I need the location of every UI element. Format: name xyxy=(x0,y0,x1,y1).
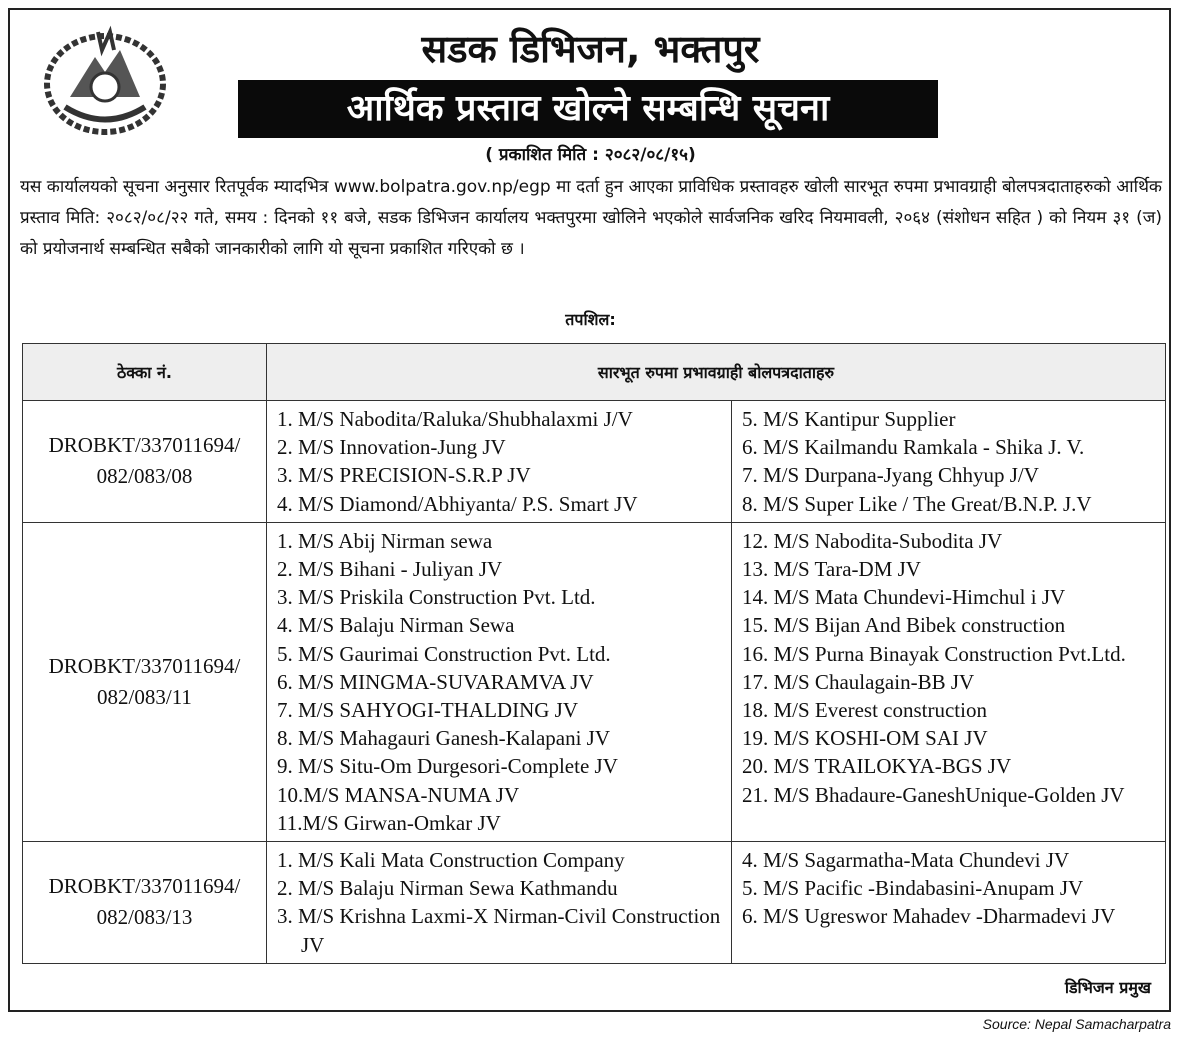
bidder-item: 10.M/S MANSA-NUMA JV xyxy=(277,782,520,807)
table-row xyxy=(23,842,1166,964)
notice-title: आर्थिक प्रस्ताव खोल्ने सम्बन्धि सूचना xyxy=(238,80,938,138)
bidder-item: 8. M/S Mahagauri Ganesh-Kalapani JV xyxy=(277,726,611,751)
bidder-item: 2. M/S Innovation-Jung JV xyxy=(277,435,506,460)
bidder-item: 3. M/S PRECISION-S.R.P JV xyxy=(277,463,531,488)
table-row xyxy=(23,401,1166,523)
bidder-item: 2. M/S Bihani - Juliyan JV xyxy=(277,557,503,582)
bidder-item: 6. M/S Ugreswor Mahadev -Dharmadevi JV xyxy=(742,904,1116,929)
header-bidders: सारभूत रुपमा प्रभावग्राही बोलपत्रदाताहरु xyxy=(267,344,1166,401)
bidder-item: 11.M/S Girwan-Omkar JV xyxy=(277,810,501,835)
bidder-item: 5. M/S Kantipur Supplier xyxy=(742,407,956,431)
bidder-item: 21. M/S Bhadaure-GaneshUnique-Golden JV xyxy=(742,782,1125,807)
bidder-item: 2. M/S Balaju Nirman Sewa Kathmandu xyxy=(277,876,618,901)
bidder-item: 3. M/S Krishna Laxmi-X Nirman-Civil Construction JV xyxy=(277,904,721,957)
contract-number-line: DROBKT/337011694/ xyxy=(48,433,241,458)
bidder-item: 5. M/S Gaurimai Construction Pvt. Ltd. xyxy=(277,641,611,666)
bidder-item: 4. M/S Balaju Nirman Sewa xyxy=(277,613,515,638)
bidder-item: 8. M/S Super Like / The Great/B.N.P. J.V xyxy=(742,491,1092,516)
bidder-item: 6. M/S MINGMA-SUVARAMVA JV xyxy=(277,669,594,694)
table-header-row xyxy=(23,344,1166,401)
bidder-item: 17. M/S Chaulagain-BB JV xyxy=(742,669,975,694)
bidder-item: 20. M/S TRAILOKYA-BGS JV xyxy=(742,754,1012,779)
notice-paragraph: यस कार्यालयको सूचना अनुसार रितपूर्वक म्यादभित्र www.bolpatra.gov.np/egp मा दर्ता हुन आएका प्राविधिक प्रस्तावहरु खोली सारभूत रुपमा प्रभावग्राही बोलपत्रदाताहरुको आर्थिक प्रस्ताव मिति: २०८२/०८/२२ गते, समय : दिनको ११ बजे, सडक डिभिजन कार्यालय भक्तपुरमा खोलिने भएकोले सार्वजनिक खरिद नियमावली, २०६४ (संशोधन सहित ) को नियम ३१ (ज) को प्रयोजनार्थ सम्बन्धित सबैको जानकारीको लागि यो सूचना प्रकाशित गरिएको छ । xyxy=(20,177,1162,259)
bidder-item: 1. M/S Kali Mata Construction Company xyxy=(277,848,625,873)
header-contract-no: ठेक्का नं. xyxy=(23,344,267,401)
bidders-table xyxy=(22,343,1166,964)
bidder-item: 9. M/S Situ-Om Durgesori-Complete JV xyxy=(277,754,618,779)
bidder-item: 1. M/S Nabodita/Raluka/Shubhalaxmi J/V xyxy=(277,407,633,431)
contract-number-line: 082/083/08 xyxy=(96,464,193,489)
bidder-item: 19. M/S KOSHI-OM SAI JV xyxy=(742,726,988,751)
bidder-list-left xyxy=(267,401,732,523)
bidder-item: 15. M/S Bijan And Bibek construction xyxy=(742,613,1066,638)
bidder-list-left xyxy=(267,842,732,964)
bidder-item: 4. M/S Sagarmatha-Mata Chundevi JV xyxy=(742,848,1070,873)
bidder-list-right xyxy=(732,522,1166,841)
bidder-item: 7. M/S SAHYOGI-THALDING JV xyxy=(277,698,578,723)
bidder-item: 18. M/S Everest construction xyxy=(742,698,987,723)
bidder-item: 12. M/S Nabodita-Subodita JV xyxy=(742,528,1003,553)
bidder-list-left xyxy=(267,522,732,841)
bidder-item: 4. M/S Diamond/Abhiyanta/ P.S. Smart JV xyxy=(277,491,638,516)
bidder-item: 1. M/S Abij Nirman sewa xyxy=(277,528,493,553)
contract-number-line: DROBKT/337011694/ xyxy=(48,874,241,899)
details-heading: तपशिल: xyxy=(565,310,616,329)
source-credit: Source: Nepal Samacharpatra xyxy=(982,1016,1171,1032)
bidder-item: 13. M/S Tara-DM JV xyxy=(742,557,921,582)
contract-number-line: 082/083/13 xyxy=(96,905,193,930)
contract-number-line: 082/083/11 xyxy=(97,684,192,709)
signatory: डिभिजन प्रमुख xyxy=(1064,978,1151,997)
bidder-item: 16. M/S Purna Binayak Construction Pvt.Ltd. xyxy=(742,641,1126,666)
bidder-item: 14. M/S Mata Chundevi-Himchul i JV xyxy=(742,585,1066,610)
contract-number xyxy=(23,522,267,841)
bidder-item: 3. M/S Priskila Construction Pvt. Ltd. xyxy=(277,585,596,610)
published-date: ( प्रकाशित मिति : २०८२/०८/१५) xyxy=(485,145,696,165)
bidder-list-right xyxy=(732,401,1166,523)
bidder-list-right xyxy=(732,842,1166,964)
contract-number xyxy=(23,401,267,523)
organization-name: सडक डिभिजन, भक्तपुर xyxy=(421,27,760,71)
bidder-item: 6. M/S Kailmandu Ramkala - Shika J. V. xyxy=(742,435,1085,460)
contract-number-line: DROBKT/337011694/ xyxy=(48,653,241,678)
bidder-item: 5. M/S Pacific -Bindabasini-Anupam JV xyxy=(742,876,1084,901)
bidder-item: 7. M/S Durpana-Jyang Chhyup J/V xyxy=(742,463,1039,488)
contract-number xyxy=(23,842,267,964)
table-row xyxy=(23,522,1166,841)
